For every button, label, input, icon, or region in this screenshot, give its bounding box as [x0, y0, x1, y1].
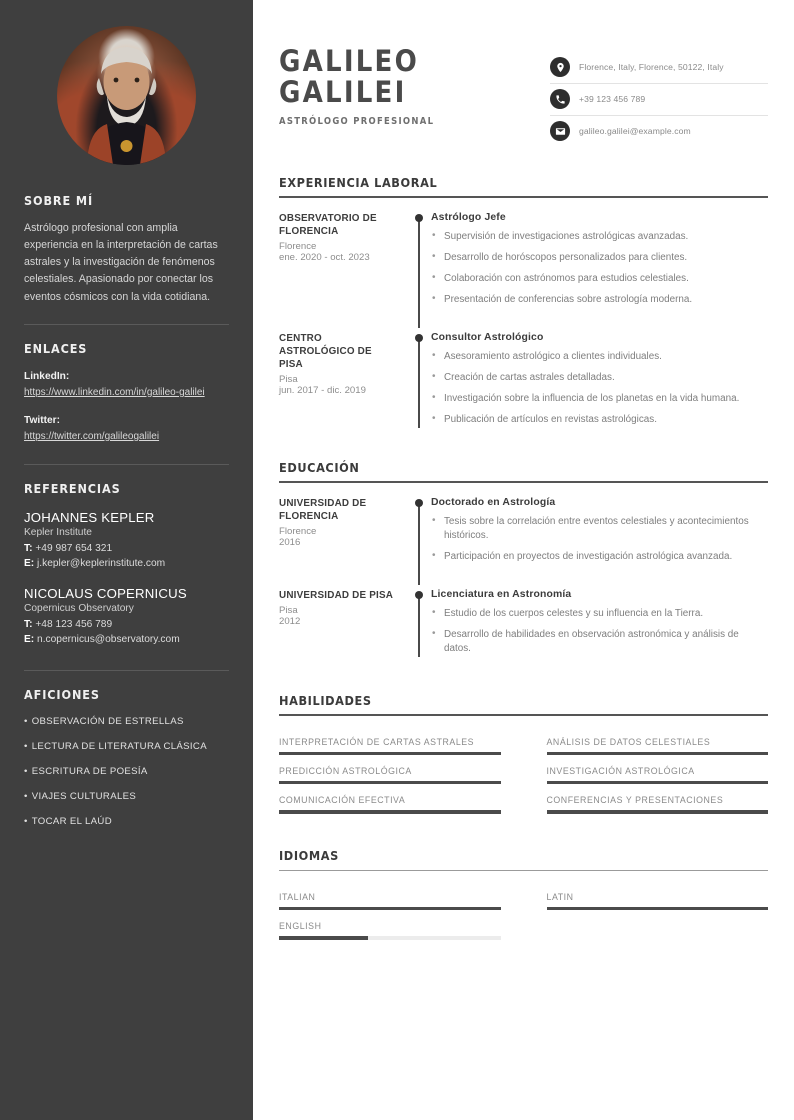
address-text: Florence, Italy, Florence, 50122, Italy	[579, 62, 724, 72]
skill-bar-fill	[279, 810, 501, 813]
skill-bar-fill	[279, 781, 501, 784]
reference-name: NICOLAUS COPERNICUS	[24, 585, 187, 601]
entry-dates: 2012	[279, 616, 301, 628]
timeline-dot-icon	[415, 499, 423, 507]
language-item	[547, 892, 769, 910]
twitter-url[interactable]: https://twitter.com/galileogalilei	[24, 430, 160, 442]
skill-bar	[279, 781, 501, 784]
language-bar-fill	[547, 907, 769, 910]
hobby-item	[24, 791, 229, 802]
bullet-icon: •	[24, 765, 28, 777]
bullet-item: • Presentación de conferencias sobre astrología moderna.	[431, 293, 768, 307]
languages-column-right	[547, 881, 769, 940]
entry-location: Florence	[279, 526, 317, 538]
entry-org: OBSERVATORIO DE FLORENCIA	[279, 212, 377, 237]
timeline-dot-icon	[415, 334, 423, 342]
entry-org: UNIVERSIDAD DE FLORENCIA	[279, 497, 367, 522]
language-bar	[547, 907, 769, 910]
timeline-line	[418, 594, 420, 657]
experience-entry	[279, 332, 768, 434]
timeline	[407, 589, 431, 663]
timeline-line	[418, 337, 420, 428]
phone-label: T:	[24, 543, 33, 555]
entry-bullets	[431, 230, 768, 307]
references-title: REFERENCIAS	[24, 481, 121, 497]
timeline	[407, 497, 431, 571]
entry-meta	[279, 332, 407, 434]
about-title: SOBRE MÍ	[24, 193, 94, 208]
entry-bullets	[431, 350, 768, 427]
experience-title: EXPERIENCIA LABORAL	[279, 175, 438, 190]
hobbies-section	[24, 671, 229, 827]
hobby-item	[24, 766, 229, 777]
entry-org: UNIVERSIDAD DE PISA	[279, 589, 394, 601]
timeline-dot-icon	[415, 591, 423, 599]
timeline-dot-icon	[415, 214, 423, 222]
entry-bullets	[431, 515, 768, 564]
skill-bar	[279, 810, 501, 813]
reference-email	[24, 633, 229, 648]
skill-label: ANÁLISIS DE DATOS CELESTIALES	[546, 736, 711, 747]
entry-dates: 2016	[279, 537, 301, 549]
timeline-line	[418, 502, 420, 585]
skills-grid	[279, 726, 768, 814]
language-label: ITALIAN	[279, 892, 316, 903]
entry-body	[431, 212, 768, 314]
linkedin-url[interactable]: https://www.linkedin.com/in/galileo-galilei	[24, 386, 205, 398]
envelope-icon	[550, 121, 570, 141]
education-entry	[279, 497, 768, 571]
reference-item	[24, 510, 229, 572]
skill-item	[279, 795, 501, 813]
bullet-item: • Colaboración con astrónomos para estudios celestiales.	[431, 272, 768, 286]
bullet-icon: •	[24, 790, 28, 802]
bullet-item: • Participación en proyectos de investigación astrológica avanzada.	[431, 550, 768, 564]
reference-org: Copernicus Observatory	[24, 602, 134, 614]
email-label: E:	[24, 633, 35, 645]
bullet-item: • Asesoramiento astrológico a clientes individuales.	[431, 350, 768, 364]
hobby-label: LECTURA DE LITERATURA CLÁSICA	[31, 740, 207, 752]
contact-phone	[550, 84, 768, 116]
entry-org: CENTRO ASTROLÓGICO DE PISA	[279, 332, 372, 371]
entry-degree: Licenciatura en Astronomía	[431, 588, 572, 600]
timeline	[407, 332, 431, 434]
skill-label: INTERPRETACIÓN DE CARTAS ASTRALES	[279, 736, 475, 747]
languages-section	[279, 848, 768, 940]
entry-location: Pisa	[279, 374, 298, 386]
link-item-twitter	[24, 413, 229, 444]
entry-body	[431, 332, 768, 434]
bullet-item: • Publicación de artículos en revistas astrológicas.	[431, 413, 768, 427]
skills-section	[279, 693, 768, 814]
languages-grid	[279, 881, 768, 940]
skill-bar	[547, 781, 769, 784]
skills-column-left	[279, 726, 501, 814]
about-section	[24, 165, 229, 306]
entry-dates: ene. 2020 - oct. 2023	[279, 251, 370, 263]
divider	[279, 870, 768, 871]
phone-value: +48 123 456 789	[35, 618, 113, 630]
email-text: galileo.galilei@example.com	[579, 126, 691, 136]
email-value: n.copernicus@observatory.com	[37, 633, 180, 645]
reference-item	[24, 586, 229, 648]
link-label: Twitter:	[24, 415, 61, 427]
divider	[279, 196, 768, 198]
skill-item	[279, 766, 501, 784]
phone-value: +49 987 654 321	[35, 543, 113, 555]
references-section	[24, 465, 229, 647]
skill-bar	[547, 810, 769, 813]
reference-name: JOHANNES KEPLER	[24, 510, 155, 526]
hobby-item	[24, 716, 229, 727]
entry-dates: jun. 2017 - dic. 2019	[279, 385, 366, 397]
hobby-item	[24, 741, 229, 752]
skill-bar-fill	[547, 810, 769, 813]
links-section	[24, 325, 229, 445]
skill-item	[547, 795, 769, 813]
skill-bar-fill	[547, 781, 769, 784]
avatar-container	[24, 0, 229, 165]
bullet-item: • Desarrollo de habilidades en observación astronómica y análisis de datos.	[431, 628, 768, 656]
links-title: ENLACES	[24, 340, 88, 356]
entry-position: Astrólogo Jefe	[431, 211, 506, 223]
language-bar	[279, 936, 501, 939]
language-item	[279, 921, 501, 939]
language-bar-fill	[279, 936, 368, 939]
hobby-label: TOCAR EL LAÚD	[31, 815, 112, 827]
phone-icon	[550, 89, 570, 109]
reference-email	[24, 557, 229, 572]
reference-phone	[24, 618, 229, 633]
email-value: j.kepler@keplerinstitute.com	[37, 558, 166, 570]
experience-section	[279, 175, 768, 434]
skill-item	[547, 766, 769, 784]
bullet-icon: •	[24, 740, 28, 752]
entry-position: Consultor Astrológico	[431, 331, 544, 343]
skill-item	[547, 737, 769, 755]
languages-title: IDIOMAS	[279, 847, 339, 863]
bullet-item: • Creación de cartas astrales detalladas.	[431, 371, 768, 385]
divider	[279, 481, 768, 483]
contact-address	[550, 52, 768, 84]
entry-meta	[279, 497, 407, 571]
last-name: GALILEI	[279, 75, 407, 110]
location-pin-icon	[550, 57, 570, 77]
skill-item	[279, 737, 501, 755]
entry-body	[431, 589, 768, 663]
email-label: E:	[24, 558, 35, 570]
about-text: Astrólogo profesional con amplia experiencia en la interpretación de cartas astrales y la investigación de fenómenos celestiales. Apasionado por conectar los eventos cósmicos con la vida cotidiana.	[24, 222, 218, 303]
header	[279, 0, 768, 147]
hobby-label: ESCRITURA DE POESÍA	[31, 765, 148, 777]
hobby-label: OBSERVACIÓN DE ESTRELLAS	[31, 715, 184, 727]
skill-bar	[547, 752, 769, 755]
timeline	[407, 212, 431, 314]
language-item	[279, 892, 501, 910]
education-title: EDUCACIÓN	[279, 460, 360, 476]
skill-bar-fill	[547, 752, 769, 755]
entry-body	[431, 497, 768, 571]
entry-bullets	[431, 607, 768, 656]
main-content	[253, 0, 794, 1120]
languages-column-left	[279, 881, 501, 940]
sidebar	[0, 0, 253, 1120]
skill-label: PREDICCIÓN ASTROLÓGICA	[279, 766, 412, 777]
skill-bar	[279, 752, 501, 755]
entry-location: Pisa	[279, 605, 298, 617]
bullet-item: • Investigación sobre la influencia de los planetas en la vida humana.	[431, 392, 768, 406]
contact-list	[550, 52, 768, 147]
timeline-line	[418, 217, 420, 328]
link-label: LinkedIn:	[24, 370, 70, 382]
skill-label: INVESTIGACIÓN ASTROLÓGICA	[546, 766, 695, 777]
language-label: LATIN	[546, 892, 574, 903]
entry-location: Florence	[279, 240, 317, 252]
bullet-icon: •	[24, 715, 28, 727]
identity-block	[279, 46, 434, 147]
reference-phone	[24, 542, 229, 557]
education-entry	[279, 589, 768, 663]
skill-label: COMUNICACIÓN EFECTIVA	[279, 795, 406, 806]
link-item-linkedin	[24, 369, 229, 400]
hobby-item	[24, 816, 229, 827]
hobby-label: VIAJES CULTURALES	[31, 790, 137, 802]
bullet-item: • Estudio de los cuerpos celestes y su influencia en la Tierra.	[431, 607, 768, 621]
bullet-item: • Desarrollo de horóscopos personalizados para clientes.	[431, 251, 768, 265]
phone-text: +39 123 456 789	[579, 94, 646, 104]
hobbies-title: AFICIONES	[24, 686, 100, 702]
language-bar	[279, 907, 501, 910]
reference-org: Kepler Institute	[24, 527, 92, 539]
page-title	[279, 46, 434, 109]
experience-entry	[279, 212, 768, 314]
bullet-item: • Supervisión de investigaciones astrológicas avanzadas.	[431, 230, 768, 244]
bullet-icon: •	[24, 815, 28, 827]
language-bar-fill	[279, 907, 501, 910]
entry-meta	[279, 212, 407, 314]
education-section	[279, 460, 768, 663]
entry-meta	[279, 589, 407, 663]
bullet-item: • Tesis sobre la correlación entre eventos celestiales y acontecimientos históricos.	[431, 515, 768, 543]
phone-label: T:	[24, 618, 33, 630]
skills-column-right	[547, 726, 769, 814]
skill-bar-fill	[279, 752, 501, 755]
first-name: GALILEO	[279, 44, 419, 78]
contact-email	[550, 116, 768, 147]
language-label: ENGLISH	[279, 921, 322, 932]
avatar	[57, 26, 196, 165]
portrait-illustration	[57, 26, 196, 165]
divider	[279, 714, 768, 716]
entry-degree: Doctorado en Astrología	[431, 496, 556, 508]
skill-label: CONFERENCIAS Y PRESENTACIONES	[546, 795, 724, 806]
skills-title: HABILIDADES	[279, 693, 372, 709]
job-role: ASTRÓLOGO PROFESIONAL	[279, 115, 435, 127]
